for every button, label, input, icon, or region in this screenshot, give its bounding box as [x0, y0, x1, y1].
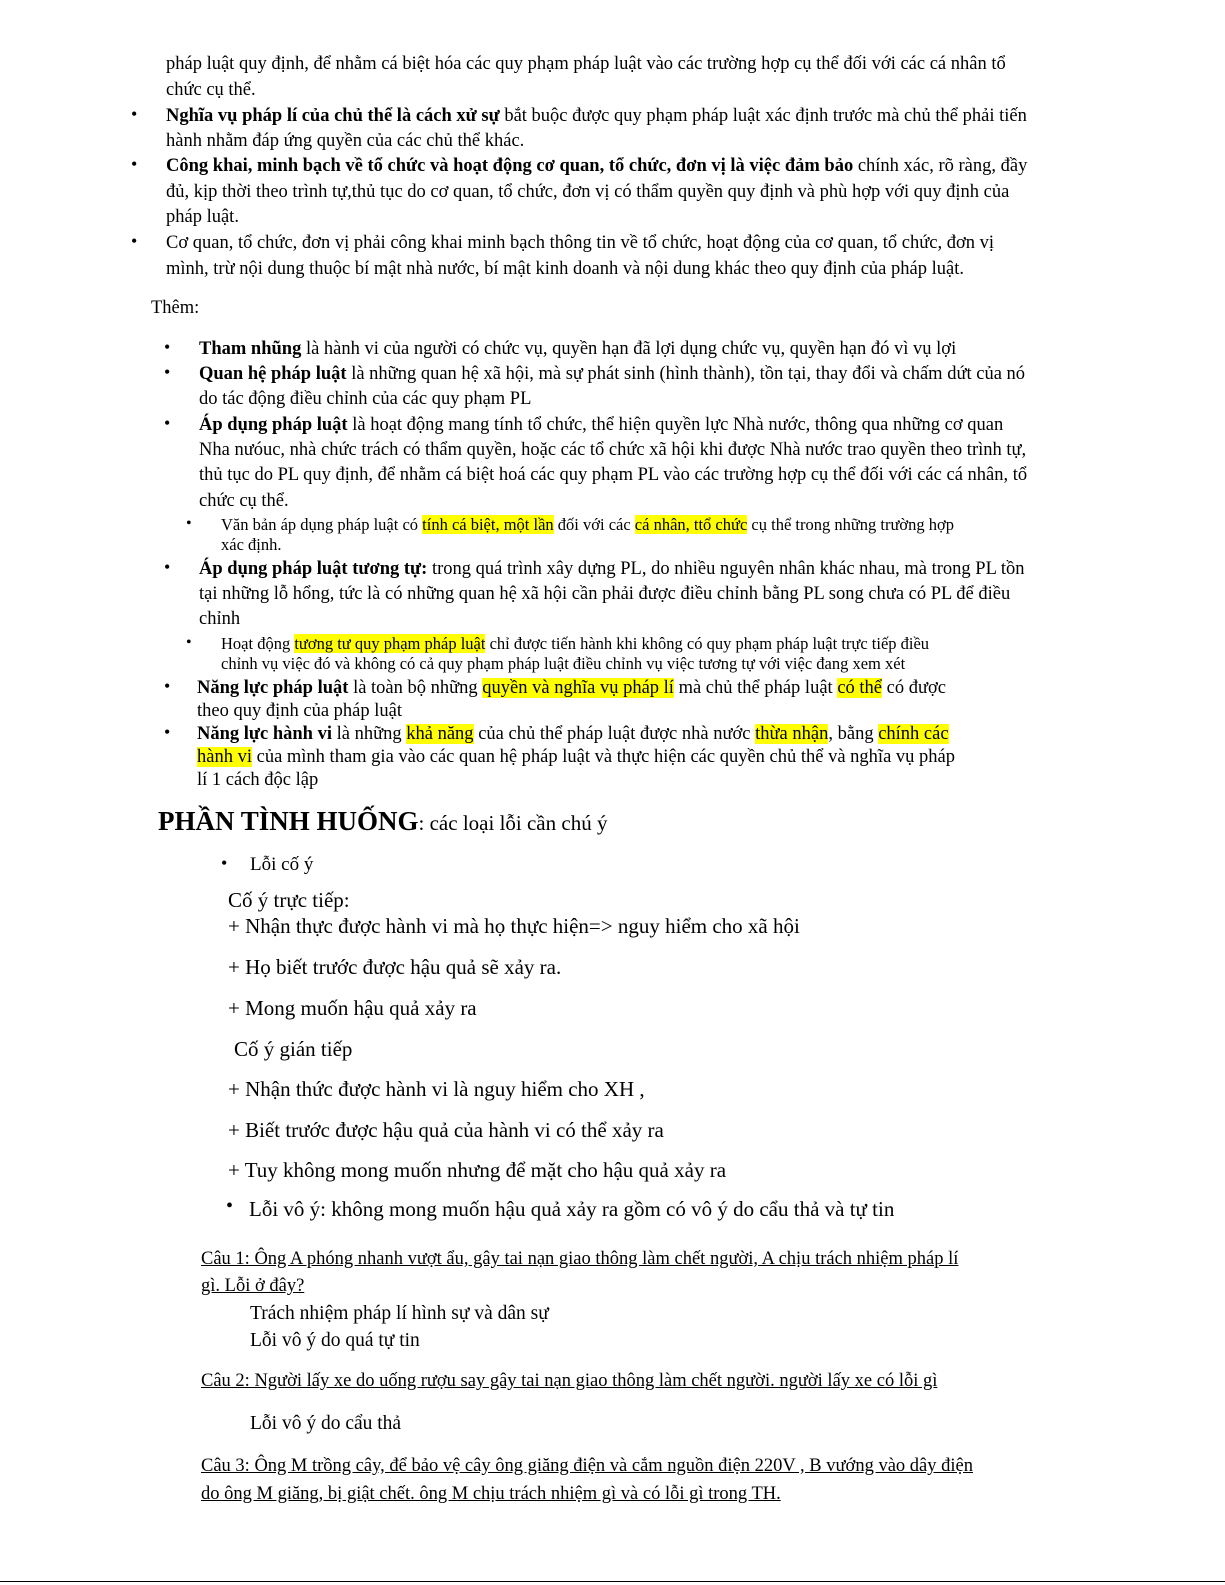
- highlight: tính cá biệt, một lần: [422, 515, 554, 534]
- text: chỉ được tiến hành khi không có quy phạm pháp luật trực tiếp điều: [485, 634, 930, 653]
- text: của mình tham gia vào các quan hệ pháp luật và thực hiện các quyền chủ thể và nghĩa vụ pháp: [251, 747, 955, 767]
- co-y-gian-tiep-item-3: + Tuy không mong muốn nhưng để mặt cho hậu quả xảy ra: [228, 1158, 727, 1182]
- highlight: quyền và nghĩa vụ pháp lí: [482, 678, 674, 698]
- them-ap-dung-line-3: thủ tục do PL quy định, để nhằm cá biệt hoá các quy phạm PL vào các trường hợp cụ thể đối với các cá nhân, tổ: [199, 465, 1028, 485]
- nang-luc-hv-line-1: [197, 722, 949, 747]
- text: là toàn bộ những: [348, 678, 483, 698]
- highlight: có thể: [837, 678, 882, 698]
- text: là những quan hệ xã hội, mà sự phát sinh (hình thành), tồn tại, thay đổi và chấm dứt của nó: [346, 364, 1026, 384]
- bullet-co-quan-line-1: Cơ quan, tổ chức, đơn vị phải công khai minh bạch thông tin về tổ chức, hoạt động của cơ quan, tổ chức, đơn vị: [166, 233, 995, 253]
- co-y-truc-tiep-item-1: + Nhận thực được hành vi mà họ thực hiện=> nguy hiểm cho xã hội: [228, 914, 800, 938]
- them-tham-nhung: [199, 337, 956, 362]
- term-bold: Nghĩa vụ pháp lí của chủ thể là cách xử sự: [166, 106, 500, 126]
- co-y-gian-tiep-item-2: + Biết trước được hậu quả của hành vi có thể xảy ra: [228, 1118, 664, 1142]
- bullet-icon: •: [226, 1195, 234, 1217]
- text: là hoạt động mang tính tổ chức, thể hiện quyền lực Nhà nước, thông qua những cơ quan: [347, 415, 1004, 435]
- term-bold: Quan hệ pháp luật: [199, 364, 347, 384]
- text: trong quá trình xây dựng PL, do nhiều nguyên nhân khác nhau, mà trong PL tồn: [427, 559, 1025, 579]
- text: của chủ thể pháp luật được nhà nước: [473, 724, 756, 744]
- highlight: thừa nhận: [755, 724, 829, 744]
- term-bold: Năng lực hành vi: [197, 724, 332, 744]
- nang-luc-hv-line-2: [197, 745, 955, 770]
- highlight: hành vi: [197, 747, 252, 767]
- section-subtitle: : các loại lỗi cần chú ý: [418, 811, 608, 835]
- answer-1-line-2: Lỗi vô ý do quá tự tin: [250, 1330, 420, 1351]
- answer-2: Lỗi vô ý do cẩu thả: [250, 1413, 402, 1434]
- co-y-truc-tiep-item-3: + Mong muốn hậu quả xảy ra: [228, 996, 477, 1020]
- bullet-icon: •: [164, 337, 171, 357]
- them-tuong-tu-line-2: tại những lỗ hổng, tức là có những quan hệ xã hội cần phải được điều chỉnh bằng PL song chưa có PL để điều: [199, 584, 1011, 604]
- bullet-co-quan-line-2: mình, trừ nội dung thuộc bí mật nhà nước, bí mật kinh doanh và nội dung khác theo quy định của pháp luật.: [166, 259, 964, 279]
- text: mà chủ thể pháp luật: [673, 678, 838, 698]
- them-ap-dung-line-2: Nha nưóuc, nhà chức trách có thẩm quyền, hoặc các tổ chức xã hội khi được Nhà nước trao quyền theo trình tự,: [199, 440, 1027, 460]
- bullet-cong-khai-line-1: [166, 154, 1027, 179]
- nang-luc-pl-line-2: theo quy định của pháp luật: [197, 701, 402, 721]
- highlight: chính các: [878, 724, 949, 744]
- bullet-icon: •: [186, 515, 192, 532]
- text: bắt buộc được quy phạm pháp luật xác định trước mà chủ thể phải tiến: [499, 106, 1027, 126]
- them-tuong-tu-line-3: chỉnh: [199, 609, 241, 629]
- bullet-icon: •: [131, 154, 138, 174]
- section-heading: [158, 803, 607, 844]
- text: Hoạt động: [221, 634, 295, 653]
- text: chính xác, rõ ràng, đầy: [853, 156, 1028, 176]
- term-bold: Áp dụng pháp luật tương tự:: [199, 559, 428, 579]
- bullet-icon: •: [164, 557, 171, 577]
- intro-line-2: chức cụ thể.: [166, 80, 256, 100]
- highlight: khả năng: [406, 724, 474, 744]
- bullet-icon: •: [164, 413, 171, 433]
- co-y-gian-tiep-item-1: + Nhận thức được hành vi là nguy hiểm cho XH ,: [228, 1077, 645, 1101]
- hoat-dong-line-2: chỉnh vụ việc đó và không có cả quy phạm pháp luật điều chỉnh vụ việc tương tự với việc đang xem xét: [221, 654, 906, 673]
- question-2: Câu 2: Người lấy xe do uống rượu say gây tai nạn giao thông làm chết người. người lấy xe có lỗi gì: [201, 1371, 938, 1391]
- them-ap-dung-line-1: [199, 413, 1003, 438]
- text: cụ thể trong những trường hợp: [747, 515, 955, 534]
- loi-co-y: Lỗi cố ý: [250, 854, 314, 875]
- intro-line-1: pháp luật quy định, để nhằm cá biệt hóa các quy phạm pháp luật vào các trường hợp cụ thể đối với các cá nhân tổ: [166, 54, 1006, 74]
- them-quan-he-line-1: [199, 362, 1025, 387]
- term-bold: Công khai, minh bạch về tổ chức và hoạt động cơ quan, tổ chức, đơn vị là việc đảm bảo: [166, 156, 854, 176]
- text: đối với các: [553, 515, 635, 534]
- loi-vo-y: Lỗi vô ý: không mong muốn hậu quả xảy ra gồm có vô ý do cẩu thả và tự tin: [249, 1197, 895, 1221]
- question-3-line-1: Câu 3: Ông M trồng cây, để bảo vệ cây ông giăng điện và cắm nguồn điện 220V , B vướng vào dây điện: [201, 1456, 973, 1476]
- bullet-icon: •: [164, 676, 171, 696]
- highlight: cá nhân, ttổ chức: [634, 515, 748, 534]
- bullet-nghia-vu-line-2: hành nhằm đáp ứng quyền của các chủ thể khác.: [166, 131, 525, 151]
- answer-1-line-1: Trách nhiệm pháp lí hình sự và dân sự: [250, 1303, 549, 1324]
- bullet-icon: •: [164, 722, 171, 742]
- bullet-icon: •: [131, 231, 138, 251]
- co-y-truc-tiep-item-2: + Họ biết trước được hậu quả sẽ xảy ra.: [228, 955, 562, 979]
- question-1-line-2: gì. Lỗi ở đây?: [201, 1276, 305, 1296]
- bullet-icon: •: [186, 634, 192, 651]
- bullet-nghia-vu-line-1: [166, 104, 1027, 129]
- van-ban-line-2: xác định.: [221, 535, 282, 554]
- page-title: PHẦN TÌNH HUỐNG: [158, 806, 419, 836]
- bullet-cong-khai-line-2: đủ, kịp thời theo trình tự,thủ tục do cơ quan, tổ chức, đơn vị có thẩm quyền quy định và phù hợp với quy định của: [166, 182, 1010, 202]
- term-bold: Năng lực pháp luật: [197, 678, 349, 698]
- text: , bằng: [828, 724, 879, 744]
- text: có được: [882, 678, 946, 698]
- nang-luc-hv-line-3: lí 1 cách độc lập: [197, 770, 319, 790]
- term-bold: Tham nhũng: [199, 339, 302, 359]
- bullet-cong-khai-line-3: pháp luật.: [166, 207, 239, 227]
- question-3-line-2: do ông M giăng, bị giật chết. ông M chịu trách nhiệm gì và có lỗi gì trong TH.: [201, 1484, 781, 1504]
- highlight: tương tư quy phạm pháp luật: [294, 634, 486, 653]
- term-bold: Áp dụng pháp luật: [199, 415, 348, 435]
- bullet-icon: •: [221, 853, 228, 873]
- co-y-truc-tiep-title: Cố ý trực tiếp:: [228, 888, 350, 912]
- text: là hành vi của người có chức vụ, quyền hạn đã lợi dụng chức vụ, quyền hạn đó vì vụ lợi: [301, 339, 957, 359]
- text: Văn bản áp dụng pháp luật có: [221, 515, 423, 534]
- co-y-gian-tiep-title: Cố ý gián tiếp: [234, 1037, 353, 1061]
- them-tuong-tu-line-1: [199, 557, 1024, 582]
- them-ap-dung-line-4: chức cụ thể.: [199, 491, 289, 511]
- hoat-dong-line-1: [221, 634, 929, 654]
- nang-luc-pl-line-1: [197, 676, 946, 701]
- question-1-line-1: Câu 1: Ông A phóng nhanh vượt ẩu, gây tai nạn giao thông làm chết người, A chịu trách nhiệm pháp lí: [201, 1249, 959, 1269]
- them-label: Thêm:: [151, 298, 200, 318]
- text: là những: [331, 724, 407, 744]
- bullet-icon: •: [131, 104, 138, 124]
- page-bottom-divider: [0, 1581, 1225, 1582]
- van-ban-line-1: [221, 515, 954, 535]
- bullet-icon: •: [164, 362, 171, 382]
- them-quan-he-line-2: do tác động điều chỉnh của các quy phạm PL: [199, 389, 532, 409]
